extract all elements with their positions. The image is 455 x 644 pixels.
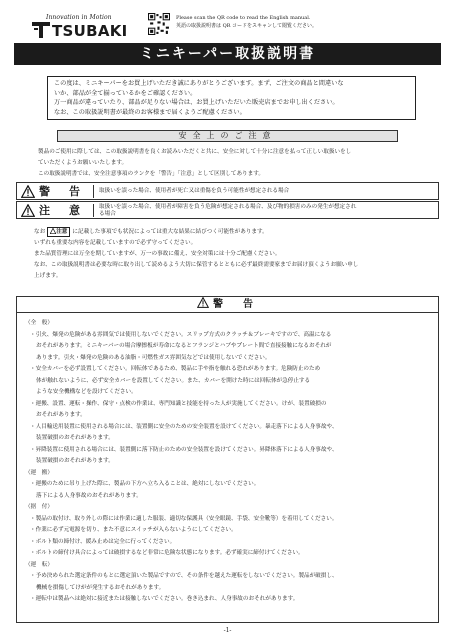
warning-item: ・運転中は製品へは絶対に接近または接触しないでください。巻き込まれ、人身事故のおそれがあります。 — [30, 596, 299, 602]
rank-divider — [93, 204, 94, 217]
warning-heading-label: 警 告 — [213, 299, 258, 310]
warning-item: ・ボルト類の締付け、緩み止めは完全に行ってください。 — [30, 538, 176, 545]
paragraph-line: この取扱説明書では、安全注意事項のランクを「警告」「注意」として区別してあります。 — [38, 171, 264, 177]
note-line: 上げます。 — [34, 273, 62, 279]
qr-note-japanese: 英語の取扱説明書は QR コードをスキャンして閲覧ください。 — [176, 23, 318, 29]
note-line: なお、この取扱説明書は必要な時に取り出して読めるよう大切に保管するとともに必ず最終需要家までお届け頂くようお願い申し — [34, 262, 359, 268]
warning-item: ・安全カバーを必ず設置してください。回転体であるため、製品に手や指を触れる恐れがあります。危険防止のため — [30, 366, 321, 372]
rank-divider — [93, 185, 94, 198]
qr-instructions — [176, 14, 376, 30]
warning-item: 機械を損傷してけがが発生するおそれがあります。 — [36, 584, 165, 591]
warning-triangle-icon — [21, 185, 35, 198]
rank-caution-label: 注 意 — [39, 204, 84, 217]
brand-name: TSUBAKI — [52, 22, 128, 40]
warning-item: おそれがあります。ミニキーパーの場合摩擦板が寿命になるとフランジとハブやプレート間で直接接触になるおそれが — [36, 343, 332, 349]
warning-triangle-icon — [197, 297, 209, 308]
warning-item: ・引火、爆発の危険がある雰囲気では使用しないでください。スリップ方式のクラッチ＆ブレーキですので、高温になる — [30, 331, 332, 338]
warning-section-heading: （据 付） — [25, 504, 53, 510]
page-number: -1- — [223, 627, 232, 634]
note-suffix: に記載した事項でも状況によっては重大な結果に結びつく可能性があります。 — [72, 229, 268, 235]
note-prefix: なお — [34, 229, 46, 235]
warning-item: ・作業に必ず元電源を切り、また不意にスイッチが入らないようにしてください。 — [30, 527, 237, 533]
warning-item: 装置破損のおそれがあります。 — [36, 458, 114, 464]
warning-section-heading: （全 般） — [25, 320, 53, 326]
warning-item: ・運搬、設置、運転・操作、保守・点検の作業は、専門知識と技能を持った人が実施してください。けが、装置破損の — [30, 400, 327, 407]
warning-item: 装置破損のおそれがあります。 — [36, 435, 114, 441]
caution-badge — [47, 227, 70, 237]
warning-item: あります。引火・爆発の危険のある油脂・可燃性ガス雰囲気などでは使用しないでください。 — [36, 354, 271, 361]
warning-section-heading: （運 搬） — [25, 469, 53, 476]
warning-item: ・運搬のために吊り上げた際に、製品の下方へ立ち入ることは、絶対にしないでください。 — [30, 481, 260, 487]
warning-item: ・人目輸送用装置に使用される場合には、装置側に安全のための安全装置を設けてください。暴走落下による人身事故や、 — [30, 423, 338, 430]
paragraph-line: 製品のご使用に際しては、この取扱説明書を良くお読みいただくと共に、安全に対して十分に注意を払って正しい取扱いをし — [38, 149, 352, 155]
warning-item: おそれがあります。 — [36, 412, 86, 418]
note-line — [34, 227, 424, 238]
caution-badge-label: 注意 — [56, 229, 68, 235]
safety-heading: 安全上のご注意 — [57, 130, 398, 142]
rank-caution-box — [16, 201, 439, 219]
rank-warning-label: 警 告 — [39, 185, 84, 198]
intro-line: 万一商品が違っていたり、部品が足りない場合は、お買上げいただいた販売店までお申し出ください。 — [54, 99, 339, 107]
note-line: いずれも重要な内容を記載していますので必ず守ってください。 — [34, 240, 197, 246]
warning-list — [25, 318, 435, 606]
brand-tagline: Innovation in Motion — [46, 14, 112, 21]
rank-warning-desc: 取扱いを誤った場合、使用者が死亡又は重傷を負う可能性が想定される場合 — [99, 188, 290, 194]
rank-caution-desc — [99, 204, 435, 218]
intro-line: いか、部品が全て揃っているかをご確認ください。 — [54, 89, 197, 97]
intro-notice — [47, 76, 416, 120]
warning-item: ような安全機構などを設けてください。 — [36, 389, 137, 395]
rank-caution-desc-line: る場合 — [99, 211, 116, 217]
safety-notes — [34, 227, 424, 282]
warning-item: ・昇降装置に使用される場合には、装置側に落下防止のための安全装置を設けてください。昇降体落下による人身事故や、 — [30, 446, 338, 453]
note-line: また品質管理には万全を期していますが、万一の事故に備え、安全対策には十分ご配慮ください。 — [34, 251, 281, 257]
safety-paragraph — [38, 147, 428, 180]
warning-body — [16, 312, 439, 623]
brand-logo — [32, 14, 142, 44]
rank-caution-desc-line: 取扱いを誤った場合、使用者が障害を負う危険が想定される場合、及び物的損害のみの発生が想定され — [99, 204, 357, 210]
warning-item: ・予め決められた選定条件のもとに選定頂いた製品ですので、その条件を越えた運転をしないでください。製品が破損し、 — [30, 573, 338, 579]
rank-warning-box — [16, 182, 439, 200]
warning-item: ・ボルトの締付け具合によっては破損するなど非常に危険な状態になります。必ず確実に締付けてください。 — [30, 550, 304, 556]
warning-item: ・製品の取付け、取り外しの際には作業に適した服装、適切な保護具（安全眼鏡、手袋、安全靴等）を着用してください。 — [30, 515, 338, 522]
intro-line: この度は、ミニキーパーをお買上げいただき誠にありがとうございます。まず、ご注文の商品と間違いな — [54, 80, 344, 87]
document-title: ミニキーパー取扱説明書 — [14, 43, 441, 65]
warning-item: 体が触れないように、必ず安全カバーを設置してください。また、カバーを開けた時には回転体が急停止する — [36, 377, 311, 384]
warning-item: 落下による人身事故のおそれがあります。 — [36, 492, 142, 499]
warning-section-heading: （運 転） — [25, 561, 53, 568]
paragraph-line: ていただくようお願いいたします。 — [38, 160, 128, 166]
intro-line: なお、この取扱説明書が最終のお客様まで届くようご配慮ください。 — [54, 108, 246, 116]
qr-note-english: Please scan the QR code to read the English manual. — [176, 15, 311, 21]
tsubaki-mark-icon — [32, 22, 50, 38]
qr-code-icon[interactable] — [148, 13, 170, 35]
warning-heading — [16, 296, 439, 312]
caution-triangle-icon — [21, 204, 35, 217]
